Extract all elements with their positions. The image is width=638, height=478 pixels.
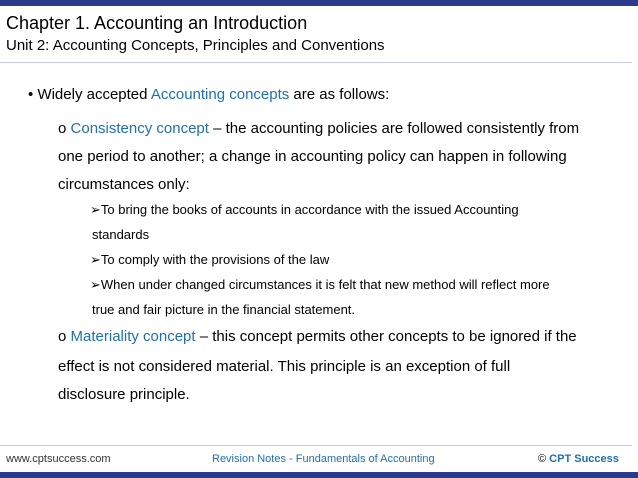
- footer-divider: [0, 445, 632, 446]
- intro-suffix: are as follows:: [289, 86, 390, 103]
- materiality-concept-term: Materiality concept: [70, 328, 196, 345]
- circumstance-text: When under changed circumstances it is felt that new method will reflect more: [100, 277, 550, 292]
- consistency-line-2: one period to another; a change in accounting policy can happen in following: [58, 148, 567, 165]
- materiality-line-3: disclosure principle.: [58, 386, 190, 403]
- consistency-concept-term: Consistency concept: [70, 120, 209, 137]
- materiality-line-1: [58, 328, 577, 345]
- footer-website: www.cptsuccess.com: [6, 453, 111, 465]
- chapter-title: Chapter 1. Accounting an Introduction: [6, 13, 308, 33]
- footer-revision-notes: Revision Notes - Fundamentals of Accounting: [212, 453, 435, 465]
- copyright-icon: ©: [538, 453, 547, 465]
- circumstance-1: [90, 202, 519, 218]
- arrow-bullet-icon: ➢: [90, 202, 101, 217]
- consistency-line-1: [58, 120, 579, 137]
- circle-marker-icon: o: [58, 120, 67, 137]
- footer-copyright: [538, 452, 619, 466]
- circumstance-text: To bring the books of accounts in accordance with the issued Accounting: [100, 202, 519, 217]
- brand-name: CPT Success: [549, 453, 619, 465]
- consistency-text-1: – the accounting policies are followed consistently from: [208, 120, 580, 137]
- top-border-bar: [0, 0, 638, 6]
- materiality-text-1: – this concept permits other concepts to be ignored if the: [195, 328, 577, 345]
- header-divider: [0, 62, 632, 63]
- materiality-line-2: effect is not considered material. This principle is an exception of full: [58, 358, 511, 375]
- bottom-border-bar: [0, 472, 638, 478]
- circumstance-text: To comply with the provisions of the law: [100, 252, 330, 267]
- arrow-bullet-icon: ➢: [90, 277, 101, 292]
- arrow-bullet-icon: ➢: [90, 252, 101, 267]
- circumstance-2: [90, 252, 329, 268]
- circle-marker-icon: o: [58, 328, 67, 345]
- circumstance-3-cont: true and fair picture in the financial statement.: [92, 302, 356, 317]
- accounting-concepts-term: Accounting concepts: [150, 86, 290, 103]
- circumstance-1-cont: standards: [92, 227, 150, 242]
- intro-line: [28, 86, 389, 103]
- bullet-icon: •: [28, 86, 34, 103]
- unit-title: Unit 2: Accounting Concepts, Principles and Conventions: [6, 37, 385, 54]
- intro-prefix: Widely accepted: [37, 86, 151, 103]
- circumstance-3: [90, 277, 550, 293]
- consistency-line-3: circumstances only:: [58, 176, 190, 193]
